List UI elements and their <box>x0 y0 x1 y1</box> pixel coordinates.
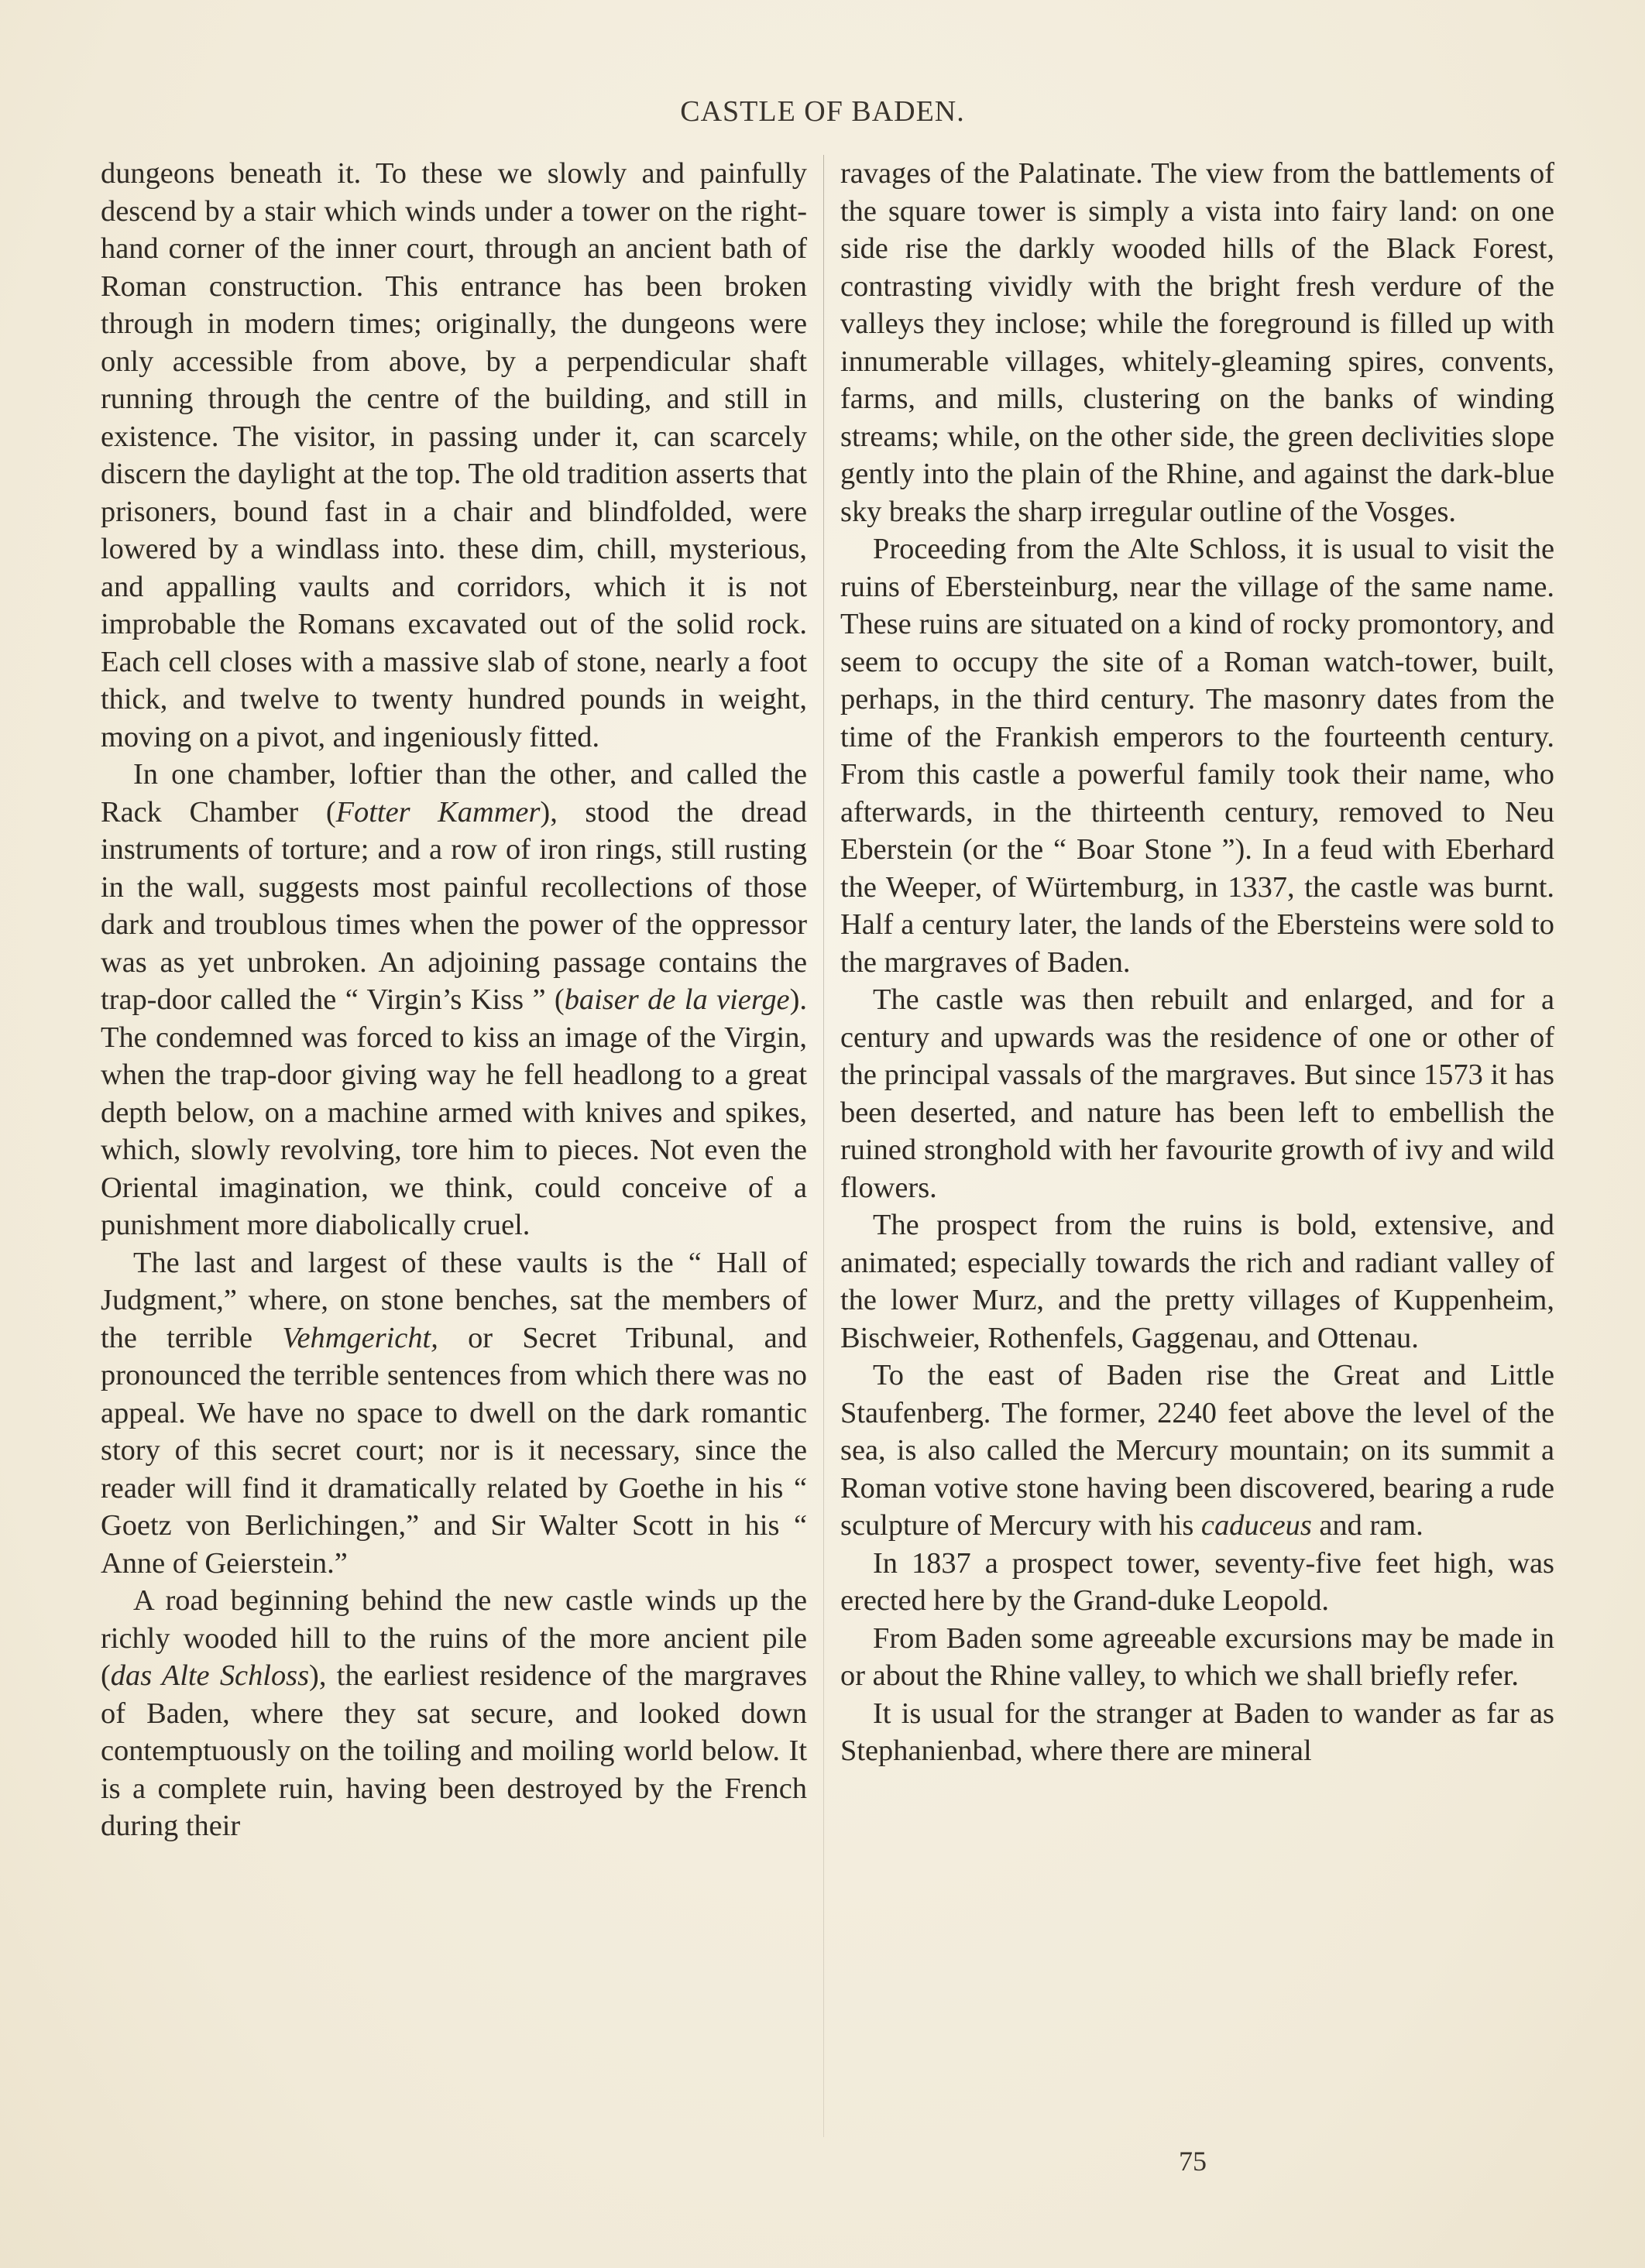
paragraph: The prospect from the ruins is bold, extensive, and animated; especially towards the rich and radiant valley of the lower Murz, and the pretty villages of Kuppenheim, Bischweier, Rothenfels, Gaggenau, and Ottenau. <box>840 1209 1554 1354</box>
paragraph: It is usual for the stranger at Baden to wander as far as Stephanienbad, where there are mineral <box>840 1697 1554 1767</box>
left-column <box>101 155 807 1845</box>
italic-term: Fotter Kammer <box>335 795 541 829</box>
text-run: To the east of Baden rise the Great and Little Staufenberg. The former, 2240 feet above the level of the sea, is also called the Mercury mountain; on its summit a Roman votive stone having been discovered, bearing a rude sculpture of Mercury with his <box>840 1359 1554 1542</box>
paragraph <box>101 1582 807 1845</box>
text-run: or Secret Tribunal, and pronounced the terrible sentences from which there was no appeal. We have no space to dwell on the dark romantic story of this secret court; nor is it necessary, since the reader will find it dramatically related by Goethe in his “ Goetz von Berlichingen,” and Sir Walter Scott in his “ Anne of Geierstein.” <box>101 1321 807 1580</box>
paragraph <box>840 1357 1554 1545</box>
text-run: A road beginning behind the new castle winds up the richly wooded hill to the ruins of the more ancient pile ( <box>101 1584 807 1692</box>
text-run: and ram. <box>1311 1509 1423 1542</box>
column-rule <box>823 155 824 2137</box>
text-run: ), the earliest residence of the margraves of Baden, where they sat secure, and looked down contemptuously on the toiling and moiling world below. It is a complete ruin, having been destroyed by the French during their <box>101 1659 808 1842</box>
text-run: ), stood the dread instruments of torture; and a row of iron rings, still rusting in the wall, suggests most painful recollections of those dark and troublous times when the power of the oppressor was as yet unbroken. An adjoining passage contains the trap-door called the “ Virgin’s Kiss ” ( <box>101 795 807 1016</box>
page-number: 75 <box>1179 2146 1207 2177</box>
paragraph: From Baden some agreeable excursions may be made in or about the Rhine valley, to which we shall briefly refer. <box>840 1621 1554 1692</box>
paragraph: The castle was then rebuilt and enlarged, and for a century and upwards was the residence of one or other of the principal vassals of the margraves. But since 1573 it has been deserted, and nature has been left to embellish the ruined stronghold with her favourite growth of ivy and wild flowers. <box>840 983 1554 1204</box>
text-run: ). The condemned was forced to kiss an image of the Virgin, when the trap-door giving way he fell headlong to a great depth below, on a machine armed with knives and spikes, which, slowly revolving, tore him to pieces. Not even the Oriental imagination, we think, could conceive of a punishment more diabolically cruel. <box>101 983 807 1241</box>
right-column <box>840 155 1554 1770</box>
italic-term: caduceus <box>1200 1509 1312 1542</box>
italic-term: das Alte Schloss <box>110 1659 310 1692</box>
paragraph: ravages of the Palatinate. The view from the battlements of the square tower is simply a vista into fairy land: on one side rise the darkly wooded hills of the Black Forest, contrasting vividly with the bright fresh verdure of the valleys they inclose; while the foreground is filled up with innumerable villages, whitely-gleaming spires, convents, farms, and mills, clustering on the banks of winding streams; while, on the other side, the green declivities slope gently into the plain of the Rhine, and against the dark-blue sky breaks the sharp irregular outline of the Vosges. <box>840 157 1554 528</box>
italic-term: Vehmgericht, <box>282 1321 438 1354</box>
italic-term: baiser de la vierge <box>564 983 790 1016</box>
running-head: CASTLE OF BADEN. <box>680 95 965 128</box>
paragraph: dungeons beneath it. To these we slowly and painfully descend by a stair which winds under a tower on the right-hand corner of the inner court, through an ancient bath of Roman construction. This entrance has been broken through in modern times; originally, the dungeons were only accessible from above, by a perpendicular shaft running through the centre of the building, and still in existence. The visitor, in passing under it, can scarcely discern the daylight at the top. The old tradition asserts that prisoners, bound fast in a chair and blindfolded, were lowered by a windlass into. these dim, chill, mysterious, and appalling vaults and corridors, which it is not improbable the Romans excavated out of the solid rock. Each cell closes with a massive slab of stone, nearly a foot thick, and twelve to twenty hundred pounds in weight, moving on a pivot, and ingeniously fitted. <box>101 157 807 753</box>
text-run: In one chamber, loftier than the other, and called the Rack Chamber ( <box>101 758 807 829</box>
paragraph <box>101 756 807 1244</box>
paragraph: Proceeding from the Alte Schloss, it is usual to visit the ruins of Ebersteinburg, near the village of the same name. These ruins are situated on a kind of rocky promontory, and seem to occupy the site of a Roman watch-tower, built, perhaps, in the third century. The masonry dates from the time of the Frankish emperors to the fourteenth century. From this castle a powerful family took their name, who afterwards, in the thirteenth century, removed to Neu Eberstein (or the “ Boar Stone ”). In a feud with Eberhard the Weeper, of Würtemburg, in 1337, the castle was burnt. Half a century later, the lands of the Ebersteins were sold to the margraves of Baden. <box>840 533 1554 979</box>
text-run: The last and largest of these vaults is the “ Hall of Judgment,” where, on stone benches, sat the members of the terrible <box>101 1246 807 1354</box>
paragraph: In 1837 a prospect tower, seventy-five feet high, was erected here by the Grand-duke Leopold. <box>840 1546 1554 1617</box>
paragraph <box>101 1244 807 1583</box>
